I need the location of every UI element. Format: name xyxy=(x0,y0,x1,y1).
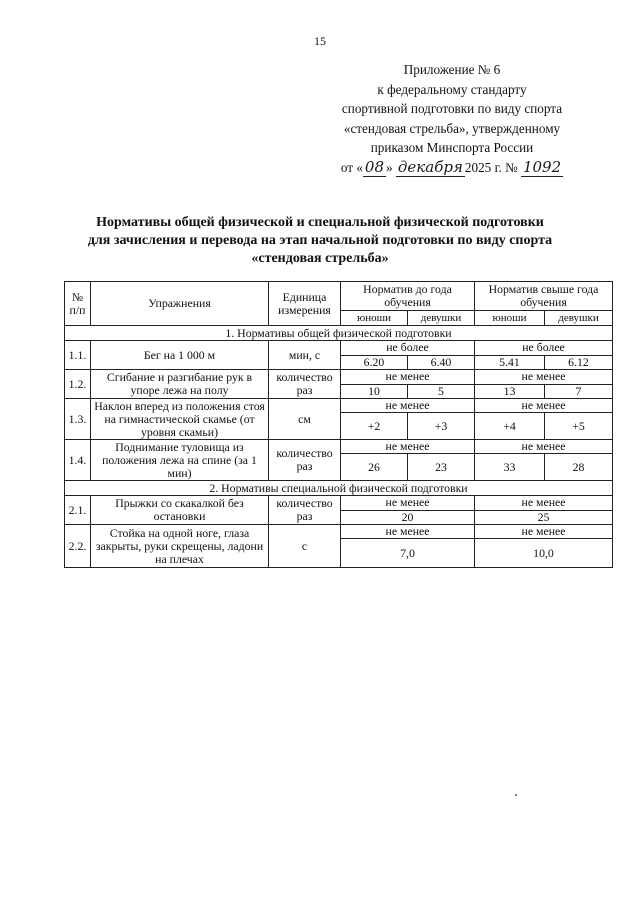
value-group-2: 25 xyxy=(475,510,613,525)
row-condition-2: не более xyxy=(475,341,613,356)
row-condition-2: не менее xyxy=(475,496,613,511)
page-number: 15 xyxy=(314,34,326,48)
header-girls-1: девушки xyxy=(408,311,475,326)
title-line-2: для зачисления и перевода на этап начальной подготовки по виду спорта xyxy=(87,233,553,248)
date-mid: » xyxy=(386,159,393,175)
row-num: 1.4. xyxy=(65,440,91,481)
title-line-3: «стендовая стрельба» xyxy=(251,251,389,266)
header-num: № п/п xyxy=(65,282,91,326)
value-girls-1: 6.40 xyxy=(408,355,475,370)
row-exercise: Прыжки со скакалкой без остановки xyxy=(91,496,269,525)
row-condition-1: не более xyxy=(341,341,475,356)
row-condition-2: не менее xyxy=(475,525,613,539)
row-unit: количество раз xyxy=(269,370,341,399)
row-unit: количество раз xyxy=(269,496,341,525)
value-girls-2: 28 xyxy=(545,454,613,481)
order-number: 1092 xyxy=(522,157,562,176)
row-num: 2.2. xyxy=(65,525,91,568)
value-boys-2: 33 xyxy=(475,454,545,481)
row-exercise: Поднимание туловища из положения лежа на спине (за 1 мин) xyxy=(91,440,269,481)
section-1-title: 1. Нормативы общей физической подготовки xyxy=(65,326,613,341)
row-exercise: Наклон вперед из положения стоя на гимнастической скамье (от уровня скамьи) xyxy=(91,399,269,440)
date-prefix: от « xyxy=(340,159,363,175)
order-date-line xyxy=(302,158,602,178)
appendix-line-5: приказом Минспорта России xyxy=(370,140,534,155)
table-row xyxy=(65,370,613,385)
document-title xyxy=(60,214,580,268)
row-condition-1: не менее xyxy=(341,440,475,454)
table-row xyxy=(65,440,613,454)
table-row xyxy=(65,399,613,413)
value-group-1: 7,0 xyxy=(341,539,475,568)
header-boys-1: юноши xyxy=(341,311,408,326)
header-exercise: Упражнения xyxy=(91,282,269,326)
header-girls-2: девушки xyxy=(545,311,613,326)
appendix-block xyxy=(302,60,602,177)
value-girls-1: 5 xyxy=(408,384,475,399)
value-group-1: 20 xyxy=(341,510,475,525)
row-condition-2: не менее xyxy=(475,440,613,454)
date-day: 08 xyxy=(364,157,385,176)
scan-speck xyxy=(515,794,517,796)
value-boys-2: +4 xyxy=(475,413,545,440)
value-boys-1: 26 xyxy=(341,454,408,481)
row-num: 1.3. xyxy=(65,399,91,440)
date-year: 2025 г. № xyxy=(464,159,518,175)
value-group-2: 10,0 xyxy=(475,539,613,568)
row-exercise: Бег на 1 000 м xyxy=(91,341,269,370)
value-boys-2: 13 xyxy=(475,384,545,399)
appendix-line-3: спортивной подготовки по виду спорта xyxy=(341,101,563,116)
row-unit: количество раз xyxy=(269,440,341,481)
norms-table xyxy=(64,281,613,568)
row-condition-1: не менее xyxy=(341,370,475,385)
row-condition-1: не менее xyxy=(341,525,475,539)
appendix-line-1: Приложение № 6 xyxy=(403,62,501,77)
row-num: 1.2. xyxy=(65,370,91,399)
section-1-row xyxy=(65,326,613,341)
table-header-row xyxy=(65,282,613,311)
row-exercise: Сгибание и разгибание рук в упоре лежа на полу xyxy=(91,370,269,399)
header-group-1: Норматив до года обучения xyxy=(341,282,475,311)
value-boys-1: +2 xyxy=(341,413,408,440)
table-row xyxy=(65,496,613,511)
header-boys-2: юноши xyxy=(475,311,545,326)
row-condition-1: не менее xyxy=(341,496,475,511)
title-line-1: Нормативы общей физической и специальной физической подготовки xyxy=(96,215,544,230)
value-girls-1: 23 xyxy=(408,454,475,481)
row-unit: с xyxy=(269,525,341,568)
section-2-title: 2. Нормативы специальной физической подготовки xyxy=(65,481,613,496)
table-row xyxy=(65,341,613,356)
value-girls-2: 7 xyxy=(545,384,613,399)
row-exercise: Стойка на одной ноге, глаза закрыты, руки скрещены, ладони на плечах xyxy=(91,525,269,568)
row-condition-2: не менее xyxy=(475,370,613,385)
appendix-line-2: к федеральному стандарту xyxy=(377,81,527,97)
row-num: 2.1. xyxy=(65,496,91,525)
date-month: декабря xyxy=(397,157,463,176)
row-condition-1: не менее xyxy=(341,399,475,413)
value-girls-1: +3 xyxy=(408,413,475,440)
value-boys-1: 10 xyxy=(341,384,408,399)
value-girls-2: 6.12 xyxy=(545,355,613,370)
header-group-2: Норматив свыше года обучения xyxy=(475,282,613,311)
row-condition-2: не менее xyxy=(475,399,613,413)
row-unit: мин, с xyxy=(269,341,341,370)
value-boys-1: 6.20 xyxy=(341,355,408,370)
value-girls-2: +5 xyxy=(545,413,613,440)
row-num: 1.1. xyxy=(65,341,91,370)
row-unit: см xyxy=(269,399,341,440)
section-2-row xyxy=(65,481,613,496)
table-row xyxy=(65,525,613,539)
value-boys-2: 5.41 xyxy=(475,355,545,370)
appendix-line-4: «стендовая стрельба», утвержденному xyxy=(343,120,561,136)
header-unit: Единица измерения xyxy=(269,282,341,326)
